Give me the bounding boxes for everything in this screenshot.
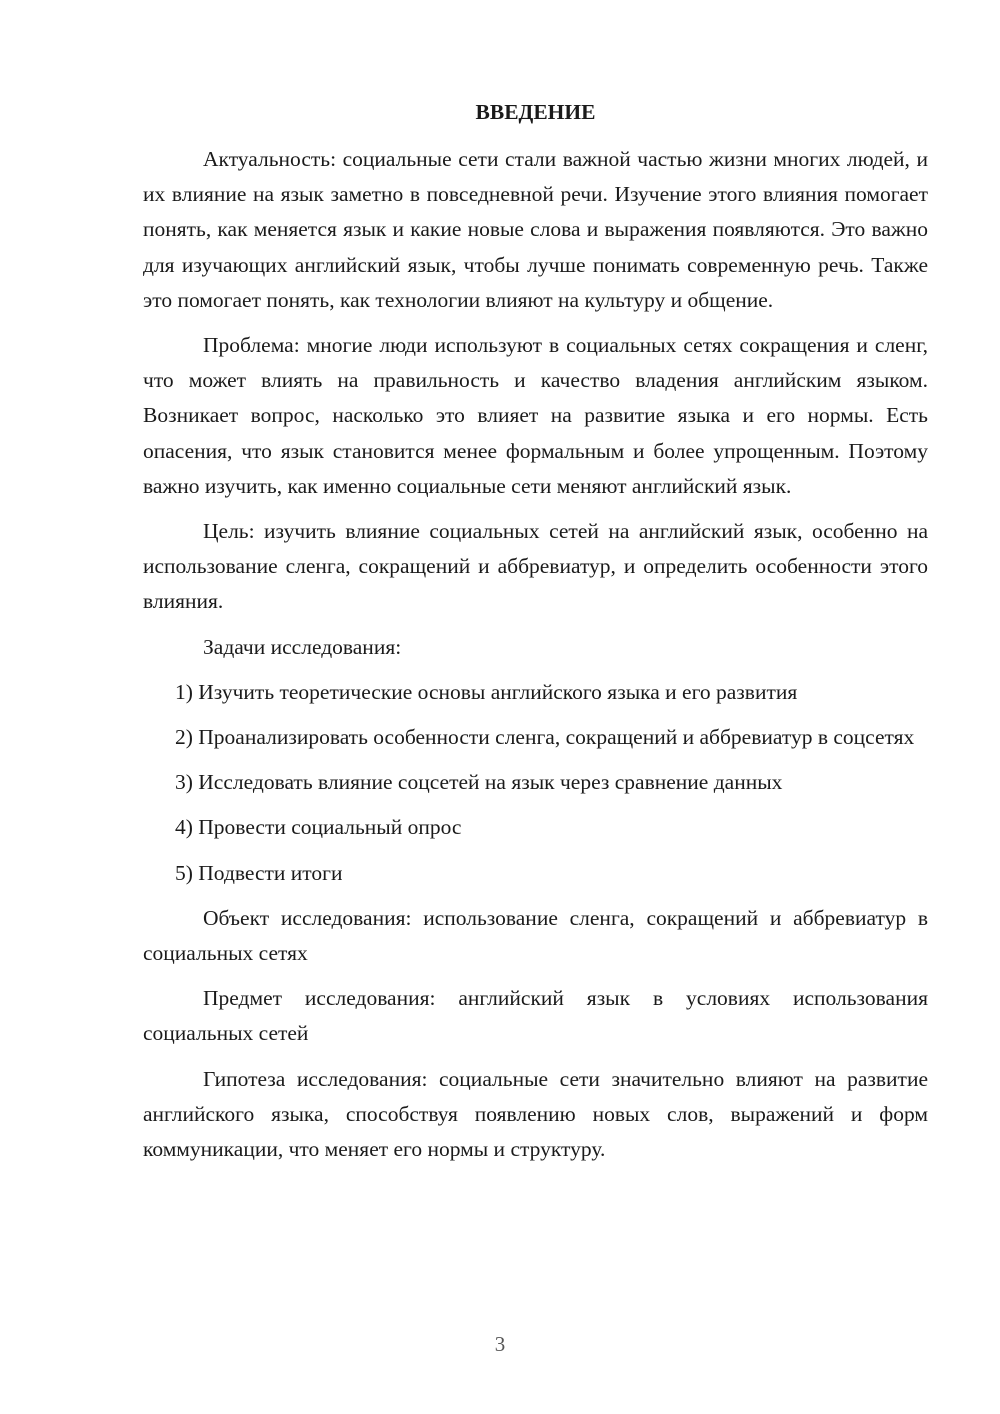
task-item-3: 3) Исследовать влияние соцсетей на язык через сравнение данных xyxy=(175,770,783,795)
task-item-2: 2) Проанализировать особенности сленга, сокращений и аббревиатур в соцсетях xyxy=(175,725,915,750)
page-number: 3 xyxy=(494,1332,506,1356)
object-paragraph: Объект исследования: использование сленга, сокращений и аббревиатур в социальных сетях xyxy=(143,905,928,966)
relevance-paragraph: Актуальность: социальные сети стали важной частью жизни многих людей, и их влияние на язык заметно в повседневной речи. Изучение этого влияния помогает понять, как меняется язык и какие новые слова и выражения появляются. Это важно для изучающих английский язык, чтобы лучше понимать современную речь. Также это помогает понять, как технологии влияют на культуру и общение. xyxy=(143,147,928,312)
task-item-4: 4) Провести социальный опрос xyxy=(175,815,462,840)
hypothesis-paragraph: Гипотеза исследования: социальные сети значительно влияют на развитие английского языка, способствуя появлению новых слов, выражений и форм коммуникации, что меняет его нормы и структуру. xyxy=(143,1066,928,1162)
goal-paragraph: Цель: изучить влияние социальных сетей на английский язык, особенно на использование сленга, сокращений и аббревиатур, и определить особенности этого влияния. xyxy=(143,519,928,614)
task-item-1: 1) Изучить теоретические основы английского языка и его развития xyxy=(175,679,798,704)
subject-paragraph: Предмет исследования: английский язык в условиях использования социальных сетей xyxy=(143,986,928,1046)
page-title: ВВЕДЕНИЕ xyxy=(475,100,596,124)
problem-paragraph: Проблема: многие люди используют в социальных сетях сокращения и сленг, что может влиять на правильность и качество владения английским языком. Возникает вопрос, насколько это влияет на развитие языка и его нормы. Есть опасения, что язык становится менее формальным и более упрощенным. Поэтому важно изучить, как именно социальные сети меняют английский язык. xyxy=(143,333,928,498)
task-item-5: 5) Подвести итоги xyxy=(175,860,343,885)
document-page xyxy=(143,95,928,1177)
tasks-heading: Задачи исследования: xyxy=(203,634,402,659)
